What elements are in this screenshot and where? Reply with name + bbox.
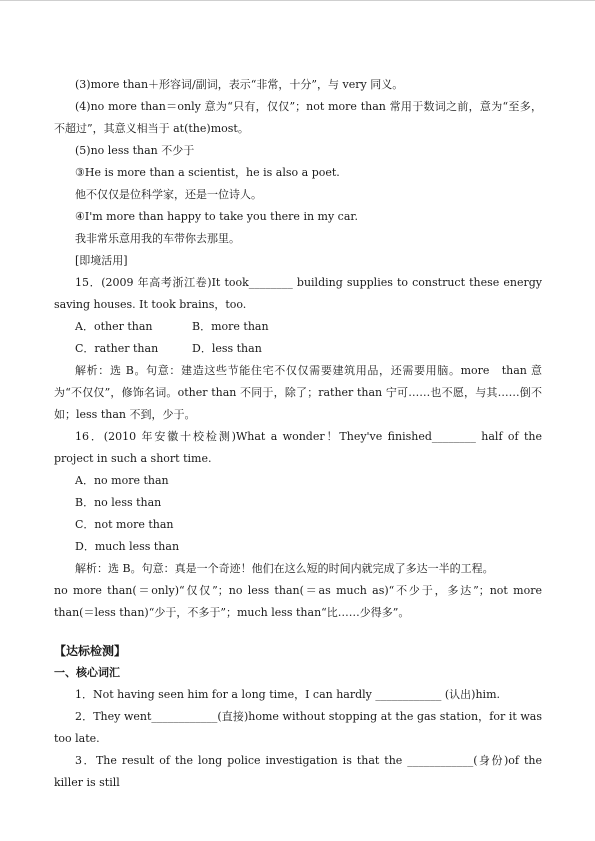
subsection-title: 一、核心词汇 — [54, 666, 120, 679]
note-more-than-adj: (3)more than＋形容词/副词，表示“非常，十分”，与 very 同义。 — [75, 78, 404, 91]
q16-option-c: C．not more than — [75, 518, 174, 531]
example-3-chinese: 他不仅仅是位科学家，还是一位诗人。 — [75, 188, 262, 201]
vocab-item-1: 1．Not having seen him for a long time，I can hardly ____________ (认出)him. — [75, 688, 501, 701]
example-4-english: ④I'm more than happy to take you there in my car. — [75, 210, 358, 223]
vocab-item-3: 3．The result of the long police investigation is that the ____________(身份)of the killer is still — [54, 754, 542, 789]
section-spacer — [54, 624, 542, 640]
example-4-chinese: 我非常乐意用我的车带你去那里。 — [75, 232, 240, 245]
q15-option-a: A．other than — [75, 320, 153, 333]
vocab-item-2: 2．They went____________(直接)home without stopping at the gas station，for it was too late. — [54, 710, 542, 745]
q15-option-b: B．more than — [192, 320, 269, 333]
page-top-border — [0, 0, 595, 1]
example-3-english: ③He is more than a scientist，he is also a poet. — [75, 166, 340, 179]
q15-option-d: D．less than — [192, 342, 262, 355]
document-page — [54, 74, 553, 794]
section-title: 【达标检测】 — [54, 644, 127, 658]
q16-option-b: B．no less than — [75, 496, 162, 509]
practice-label: [即境活用] — [75, 254, 128, 267]
question-16-analysis-2: no more than(＝only)“仅仅”；no less than(＝as much as)“不少于，多达”；not more than(＝less than)“少于，不多于”；much less than“比……少得多”。 — [54, 584, 542, 619]
question-15-stem: 15．(2009 年高考浙江卷)It took________ building supplies to construct these energy saving houses. It took brains，too. — [54, 276, 553, 311]
question-16-analysis-1: 解析：选 B。句意：真是一个奇迹！他们在这么短的时间内就完成了多达一半的工程。 — [75, 562, 494, 575]
question-15-analysis: 解析：选 B。句意：建造这些节能住宅不仅仅需要建筑用品，还需要用脑。more than 意为“不仅仅”，修饰名词。other than 不同于，除了；rather than 宁可……也不愿，与其……倒不如；less than 不到，少于。 — [54, 364, 542, 421]
question-16-stem: 16．(2010 年安徽十校检测)What a wonder！They've finished________ half of the project in such a short time. — [54, 430, 542, 465]
q15-option-c: C．rather than — [75, 342, 159, 355]
q16-option-d: D．much less than — [75, 540, 180, 553]
question-15-options-ab — [54, 316, 542, 338]
note-no-less-than: (5)no less than 不少于 — [75, 144, 195, 157]
note-no-more-than: (4)no more than＝only 意为“只有，仅仅”；not more than 常用于数词之前，意为“至多，不超过”，其意义相当于 at(the)most。 — [54, 100, 542, 135]
q16-option-a: A．no more than — [75, 474, 169, 487]
question-15-options-cd — [54, 338, 542, 360]
